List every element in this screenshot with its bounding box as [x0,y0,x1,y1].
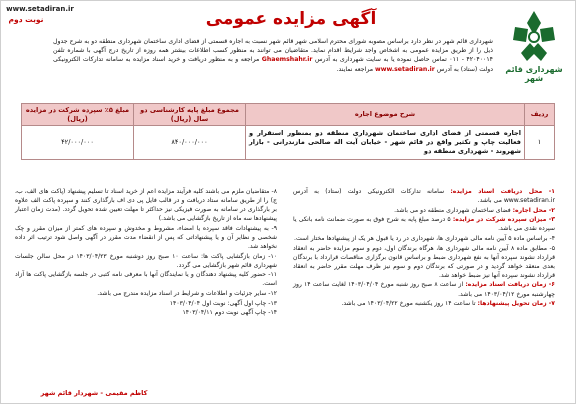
condition-item: ۸- متقاضیان ملزم می باشند کلیه فرآیند مزایده اعم از خرید اسناد تا تسلیم پیشنهاد (پاکت های الف، ب، ج) را از طریق سامانه ستاد دریافت و در قالب فایل پی دی اف بارگذاری کنند و سپرده پاکت الف علاوه بر بارگذاری در سامانه به صورت فیزیکی نیز حداکثر تا مهلت تعیین شده تحویل گردد. (مدت زمان اعتبار پیشنهادها سه ماه از تاریخ بازگشایی می باشد.) [15,188,277,223]
condition-text: ۴- براساس ماده ۵ آیین نامه مالی شهرداری ها، شهرداری در رد یا قبول هر یک از پیشنهادها مختار است. [294,234,555,242]
municipality-logo-icon [503,7,565,65]
col-header-base: مجموع مبلغ پایه کارشناسی دو سال (ریال) [134,104,246,126]
conditions-right [293,187,555,309]
intro-site-link[interactable]: Ghaemshahr.ir [261,56,313,64]
condition-item [293,280,555,298]
page-title: آگهی مزایده عمومی [205,9,377,29]
intro-url-link[interactable]: www.setadiran.ir [375,65,435,73]
condition-item: ۱۲- سایر جزئیات و اطلاعات و شرایط در اسناد مزایده مندرج می باشد. [97,290,277,298]
condition-text: از ساعت ۸ صبح روز شنبه مورخ ۱۴۰۳/۰۴/۰۴ لغایت ساعت ۱۴ روز چهارشنبه مورخ ۱۴۰۳/۰۴/۱۲ می باشد. [293,281,555,298]
logo-caption: شهرداری قائم شهر [505,65,563,83]
cell-deposit: ۴۲/۰۰۰/۰۰۰ [22,126,134,160]
condition-item [293,215,555,233]
col-header-row: ردیف [525,104,555,126]
condition-label: ۱- محل دریافت اسناد مزایده: [450,188,556,195]
intro-text-a: شهرداری قائم شهر در نظر دارد براساس مصوبه شورای محترم اسلامی شهر قائم شهر نسبت به اجاره قسمتی از فضای اداری ساختمان شهرداری منطقه دو به شرح جدول ذیل را از طریق مزایده عمومی به اشخاص واجد شرایط اقدام نماید. متقاضیان می توانند به منظور کسب اطلاعات بیشتر همه روزه از تاریخ درج آگهی با شماره تلفن ۴۲۰۴۰۰۱۴ - ۰۱۱ تماس حاصل نموده یا به سایت شهرداری به آدرس [53,38,494,64]
condition-label: ۲- محل اجاره: [512,206,555,214]
auction-table [21,103,555,160]
condition-item: ۹- به پیشنهادات فاقد سپرده یا امضاء، مشروط و مخدوش و سپرده های کمتر از میزان مقرر و چک شخصی و نظایر آن و یا پیشنهاداتی که پس از انقضاء مدت مقرر در آگهی واصل شود ترتیب اثر داده نخواهد شد. [15,224,277,251]
condition-text: سامانه تدارکات الکترونیکی دولت (ستاد) به آدرس www.setadiran.ir می باشد. [293,188,555,205]
intro-text-c: مراجعه نمایند. [336,65,374,73]
condition-item [293,187,555,205]
condition-label: ۷- زمان تحویل پیشنهادها: [477,300,555,308]
cell-subject: اجاره قسمتی از فضای اداری ساختمان شهرداری منطقه دو بمنظور استقرار و فعالیت چاپ و تکثیر واقع در قائم شهر - خیابان آیت اله صالحی مازندرانی - بازار شهروند - شهرداری منطقه دو [246,126,525,160]
condition-item [293,299,555,308]
logo [499,7,569,85]
table-row [22,126,555,160]
table-header-row [22,104,555,126]
col-header-deposit: مبلغ ۵٪ سپرده شرکت در مزایده (ریال) [22,104,134,126]
condition-text: ۵- مطابق ماده ۸ آیین نامه مالی شهرداری ها، هرگاه برندگان اول، دوم و سوم مزایده حاضر به انعقاد قرارداد نشوند سپرده آنها به نفع شهرداری ضبط و براساس قانون برگزاری مناقصات قرارداد با برندگان بعدی منعقد خواهد گردید و در صورتی که برندگان دوم و سوم نیز ظرف مهلت مقرر حاضر به انعقاد قرارداد نشوند سپرده آنها نیز ضبط خواهد شد. [293,244,555,279]
cell-row: ۱ [525,126,555,160]
condition-item [293,244,555,280]
condition-item: ۱۴- چاپ آگهی نوبت دوم ۱۴۰۳/۰۴/۱۱ [182,309,277,317]
condition-label: ۳- میزان سپرده شرکت در مزایده: [452,216,556,224]
condition-item [293,234,555,243]
condition-text: فضای ساختمان شهرداری منطقه دو می باشد. [394,206,511,214]
cell-base: ۸۴۰/۰۰۰/۰۰۰ [134,126,246,160]
condition-label: ۶- زمان دریافت اسناد مزایده: [465,281,555,289]
conditions-left [15,187,277,318]
condition-item: ۱۰- زمان بازگشایی پاکت ها: ساعت ۱۰ صبح روز دوشنبه مورخ ۱۴۰۳/۰۴/۲۳ در محل سالن جلسات شهرداری قائم شهر بازگشایی می گردد. [15,252,277,269]
site-url[interactable]: www.setadiran.ir [6,5,74,13]
intro-text-b: مراجعه و به منظور دریافت و خرید اسناد مزایده به سامانه تدارکات الکترونیکی دولت (ستاد) به آدرس [53,56,493,73]
col-header-subject: شرح موضوع اجاره [246,104,525,126]
condition-text: ۵ درصد مبلغ پایه به شرح فوق به صورت ضمانت نامه بانکی یا سپرده نقدی می باشد. [293,216,555,233]
condition-item: ۱۱- حضور کلیه پیشنهاد دهندگان و یا نمایندگان آنها با معرفی نامه کتبی در جلسه بازگشایی پاکت ها آزاد است. [15,271,277,288]
intro-paragraph [53,37,493,74]
turn-badge: نوبت دوم [8,15,44,24]
condition-item [293,206,555,215]
condition-text: تا ساعت ۱۴ روز یکشنبه مورخ ۱۴۰۳/۰۴/۲۲ می باشد. [341,300,476,308]
signature: کاظم مقیمی - شهردار قائم شهر [40,389,148,397]
condition-item: ۱۳- چاپ اول آگهی: نوبت اول ۱۴۰۳/۰۴/۰۴ [169,299,277,307]
